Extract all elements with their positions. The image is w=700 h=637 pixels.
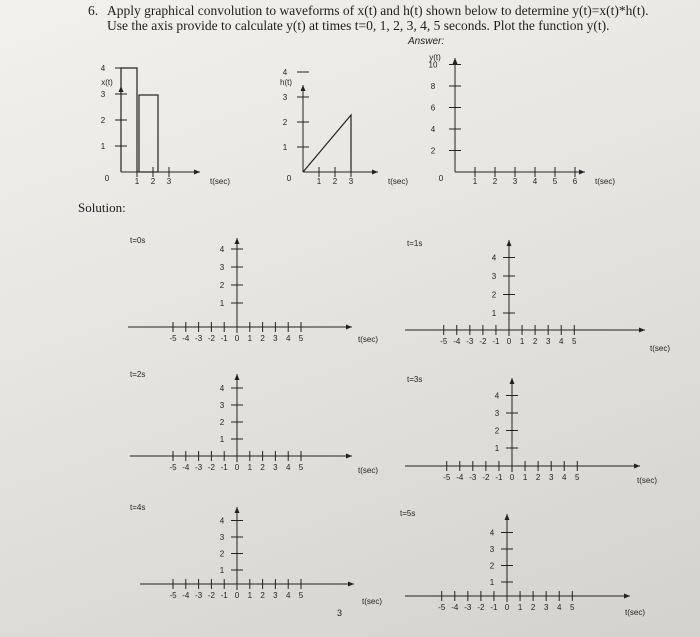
panel-4-x-tick-label: 4 xyxy=(285,591,291,600)
problem-number: 6. xyxy=(88,3,99,18)
panel-3-x-tick-label: -5 xyxy=(443,473,451,482)
panel-5-x-tick-label: -2 xyxy=(477,603,485,612)
panel-2-y-tick-label: 4 xyxy=(219,384,225,393)
x-x-tick-label: 1 xyxy=(134,177,140,186)
panel-2-x-tick-label: -1 xyxy=(220,463,228,472)
panel-4-x-tick-label: 2 xyxy=(260,591,265,600)
panel-1-time-label: t=1s xyxy=(407,239,423,248)
x-y-tick-label: 4 xyxy=(100,64,106,73)
panel-3-x-tick-label: -3 xyxy=(469,473,477,482)
panel-3-x-tick-label: -2 xyxy=(482,473,490,482)
panel-5-x-label: t(sec) xyxy=(625,608,645,617)
panel-2-x-tick-label: 0 xyxy=(234,463,240,472)
y-x-tick-label: 1 xyxy=(472,177,478,186)
panel-1-x-tick-label: -2 xyxy=(479,337,487,346)
solution-label: Solution: xyxy=(78,200,126,215)
panel-3-x-tick-label: 5 xyxy=(575,473,580,482)
panel-1-x-tick-label: 1 xyxy=(519,337,525,346)
y-y-axis-arrow xyxy=(453,58,458,64)
panel-3-x-tick-label: 1 xyxy=(522,473,528,482)
panel-0-x-tick-label: -1 xyxy=(220,334,228,343)
panel-0-x-label: t(sec) xyxy=(358,335,378,344)
x-x-tick-label: 2 xyxy=(150,177,156,186)
y-x-tick-label: 4 xyxy=(532,177,538,186)
panel-1-y-tick-label: 2 xyxy=(491,290,497,300)
panel-2-time-label: t=2s xyxy=(130,370,146,379)
panel-3-x-label: t(sec) xyxy=(637,476,657,485)
panel-0-x-tick-label: 0 xyxy=(234,334,240,343)
h-y-tick-label: 3 xyxy=(282,93,288,102)
panel-0-y-tick-label: 2 xyxy=(219,281,225,290)
y-x-tick-label: 5 xyxy=(552,177,558,186)
x-y-tick-label: 3 xyxy=(100,90,106,99)
panel-3-x-tick-label: -4 xyxy=(456,473,464,482)
panel-0-x-axis-arrow xyxy=(346,325,352,330)
panel-4-y-axis-arrow xyxy=(235,507,240,513)
panel-3-x-tick-label: 2 xyxy=(535,473,541,482)
panel-4-y-tick-label: 2 xyxy=(219,549,225,559)
h-x-tick-label: 2 xyxy=(332,177,338,186)
panel-5-y-tick-label: 4 xyxy=(489,528,495,538)
panel-3-x-tick-label: 3 xyxy=(548,473,554,482)
panel-3-y-tick-label: 3 xyxy=(494,409,500,418)
y-x-tick-label: 2 xyxy=(492,177,498,186)
panel-2-x-tick-label: 2 xyxy=(260,463,265,472)
h-y-tick-label: 1 xyxy=(282,143,288,152)
panel-5-x-tick-label: -1 xyxy=(490,603,498,612)
h-y-axis-arrow xyxy=(301,85,306,91)
panel-3-x-axis-arrow xyxy=(634,464,640,469)
panel-4-x-tick-label: 5 xyxy=(298,591,304,600)
x-y-tick-label: 2 xyxy=(100,116,106,125)
panel-4-x-tick-label: -5 xyxy=(169,591,177,600)
panel-1-y-axis-arrow xyxy=(507,240,512,246)
panel-5-x-tick-label: 2 xyxy=(530,603,536,612)
panel-1-y-tick-label: 3 xyxy=(491,272,497,281)
x-y-tick-label: 1 xyxy=(100,142,106,151)
panel-2-x-label: t(sec) xyxy=(358,466,378,475)
panel-4-x-label: t(sec) xyxy=(362,597,382,606)
panel-1-x-tick-label: -3 xyxy=(466,337,474,346)
panel-3-x-tick-label: -1 xyxy=(495,473,503,482)
y-x-tick-label: 3 xyxy=(512,177,518,186)
y-x-axis-arrow xyxy=(579,170,585,175)
panel-0-x-tick-label: -2 xyxy=(207,334,215,343)
panel-5-x-tick-label: 1 xyxy=(517,603,523,612)
panel-5-x-tick-label: -3 xyxy=(464,603,472,612)
panel-2-x-tick-label: -2 xyxy=(207,463,215,472)
panel-1-x-tick-label: 2 xyxy=(532,337,538,346)
y-y-tick-label: 10 xyxy=(428,60,438,70)
panel-2-y-tick-label: 3 xyxy=(219,401,225,410)
h-x-tick-label: 3 xyxy=(348,177,354,186)
panel-0-x-tick-label: -5 xyxy=(169,334,177,343)
panel-1-x-tick-label: -5 xyxy=(440,337,448,346)
panel-1-x-tick-label: -4 xyxy=(453,337,461,346)
panel-5-x-tick-label: 0 xyxy=(504,603,510,612)
panel-3-y-axis-arrow xyxy=(510,378,515,384)
panel-4-x-axis-arrow xyxy=(348,582,354,587)
panel-2-x-tick-label: -3 xyxy=(195,463,203,472)
panel-4-y-tick-label: 1 xyxy=(219,566,225,575)
panel-5-y-tick-label: 1 xyxy=(489,578,495,587)
y-y-tick-label: 6 xyxy=(430,103,436,113)
x-signal-pulse xyxy=(139,95,158,172)
panel-2-x-tick-label: -5 xyxy=(169,463,177,472)
panel-4-x-tick-label: -4 xyxy=(182,591,190,600)
panel-5-x-tick-label: 4 xyxy=(556,603,562,612)
panel-0-x-tick-label: 5 xyxy=(298,334,304,343)
panel-2-y-tick-label: 1 xyxy=(219,435,225,444)
panel-0-x-tick-label: 3 xyxy=(273,334,278,343)
panel-3-y-tick-label: 4 xyxy=(494,391,500,401)
panel-4-x-tick-label: -3 xyxy=(195,591,203,600)
panel-0-x-tick-label: -3 xyxy=(195,334,203,343)
answer-label: Answer: xyxy=(408,36,445,47)
panel-1-x-tick-label: 5 xyxy=(572,337,577,346)
panel-5-x-tick-label: -5 xyxy=(438,603,446,612)
h-y-tick-label: 2 xyxy=(282,118,288,127)
h-origin-label: 0 xyxy=(286,174,292,183)
panel-2-y-tick-label: 2 xyxy=(219,418,225,427)
problem-line-2: Use the axis provide to calculate y(t) at times t=0, 1, 2, 3, 4, 5 seconds. Plot the function y(t). xyxy=(107,18,610,33)
panel-5-y-tick-label: 2 xyxy=(489,561,495,571)
panel-2-x-axis-arrow xyxy=(346,454,352,459)
panel-2-x-tick-label: 1 xyxy=(247,463,253,472)
panel-1-x-label: t(sec) xyxy=(650,344,670,353)
panel-5-time-label: t=5s xyxy=(400,509,416,518)
panel-3-y-tick-label: 2 xyxy=(494,426,500,436)
panel-2-y-axis-arrow xyxy=(235,374,240,380)
h-x-axis-arrow xyxy=(372,170,378,175)
panel-1-x-tick-label: 4 xyxy=(558,337,564,346)
panel-2-x-tick-label: 5 xyxy=(298,463,304,472)
panel-4-x-tick-label: 1 xyxy=(247,591,253,600)
panel-1-y-tick-label: 1 xyxy=(491,309,497,318)
panel-0-y-axis-arrow xyxy=(235,238,240,244)
h-x-tick-label: 1 xyxy=(316,177,322,186)
panel-3-y-tick-label: 1 xyxy=(494,444,500,453)
panel-5-y-tick-label: 3 xyxy=(489,545,495,554)
x-x-label: t(sec) xyxy=(210,177,230,186)
y-y-label: y(t) xyxy=(429,53,441,62)
panel-3-x-tick-label: 4 xyxy=(561,473,567,482)
x-origin-label: 0 xyxy=(104,174,110,183)
y-y-tick-label: 4 xyxy=(430,125,436,134)
panel-1-x-tick-label: 0 xyxy=(506,337,512,346)
h-signal-ramp xyxy=(303,115,351,172)
y-origin-label: 0 xyxy=(438,174,444,183)
panel-4-x-tick-label: 3 xyxy=(273,591,278,600)
panel-4-x-tick-label: -1 xyxy=(220,591,228,600)
panel-4-time-label: t=4s xyxy=(130,503,146,512)
panel-0-x-tick-label: 4 xyxy=(285,334,291,343)
panel-5-x-tick-label: -4 xyxy=(451,603,459,612)
panel-0-x-tick-label: 1 xyxy=(247,334,253,343)
h-y-tick-label: 4 xyxy=(282,68,288,77)
panel-1-x-tick-label: 3 xyxy=(545,337,551,346)
y-y-tick-label: 2 xyxy=(430,146,436,156)
panel-0-y-tick-label: 4 xyxy=(219,245,225,254)
y-x-label: t(sec) xyxy=(595,177,615,186)
x-x-tick-label: 3 xyxy=(166,177,172,186)
h-x-label: t(sec) xyxy=(388,177,408,186)
panel-4-y-tick-label: 4 xyxy=(219,516,225,526)
panel-0-x-tick-label: -4 xyxy=(182,334,190,343)
y-x-tick-label: 6 xyxy=(572,177,578,186)
h-y-label: h(t) xyxy=(280,78,292,87)
panel-1-y-tick-label: 4 xyxy=(491,253,497,263)
panel-2-x-tick-label: -4 xyxy=(182,463,190,472)
panel-2-x-tick-label: 3 xyxy=(273,463,278,472)
y-y-tick-label: 8 xyxy=(430,82,436,91)
panel-2-x-tick-label: 4 xyxy=(285,463,291,472)
panel-0-y-tick-label: 3 xyxy=(219,263,225,272)
panel-0-x-tick-label: 2 xyxy=(260,334,265,343)
problem-line-1: Apply graphical convolution to waveforms of x(t) and h(t) shown below to determine y(t)=x(t)*h(t). xyxy=(107,3,649,18)
panel-5-x-tick-label: 3 xyxy=(543,603,549,612)
page-number: 3 xyxy=(337,608,343,618)
panel-5-x-tick-label: 5 xyxy=(570,603,575,612)
panel-1-x-tick-label: -1 xyxy=(492,337,500,346)
panel-1-x-axis-arrow xyxy=(639,328,645,333)
panel-5-y-axis-arrow xyxy=(505,514,510,520)
panel-0-time-label: t=0s xyxy=(130,236,146,245)
panel-5-x-axis-arrow xyxy=(624,594,630,599)
panel-0-y-tick-label: 1 xyxy=(219,299,225,308)
panel-4-x-tick-label: 0 xyxy=(234,591,240,600)
x-y-label: x(t) xyxy=(101,78,113,87)
x-x-axis-arrow xyxy=(194,170,200,175)
panel-4-y-tick-label: 3 xyxy=(219,533,225,542)
panel-3-x-tick-label: 0 xyxy=(509,473,515,482)
panel-3-time-label: t=3s xyxy=(407,375,423,384)
panel-4-x-tick-label: -2 xyxy=(207,591,215,600)
